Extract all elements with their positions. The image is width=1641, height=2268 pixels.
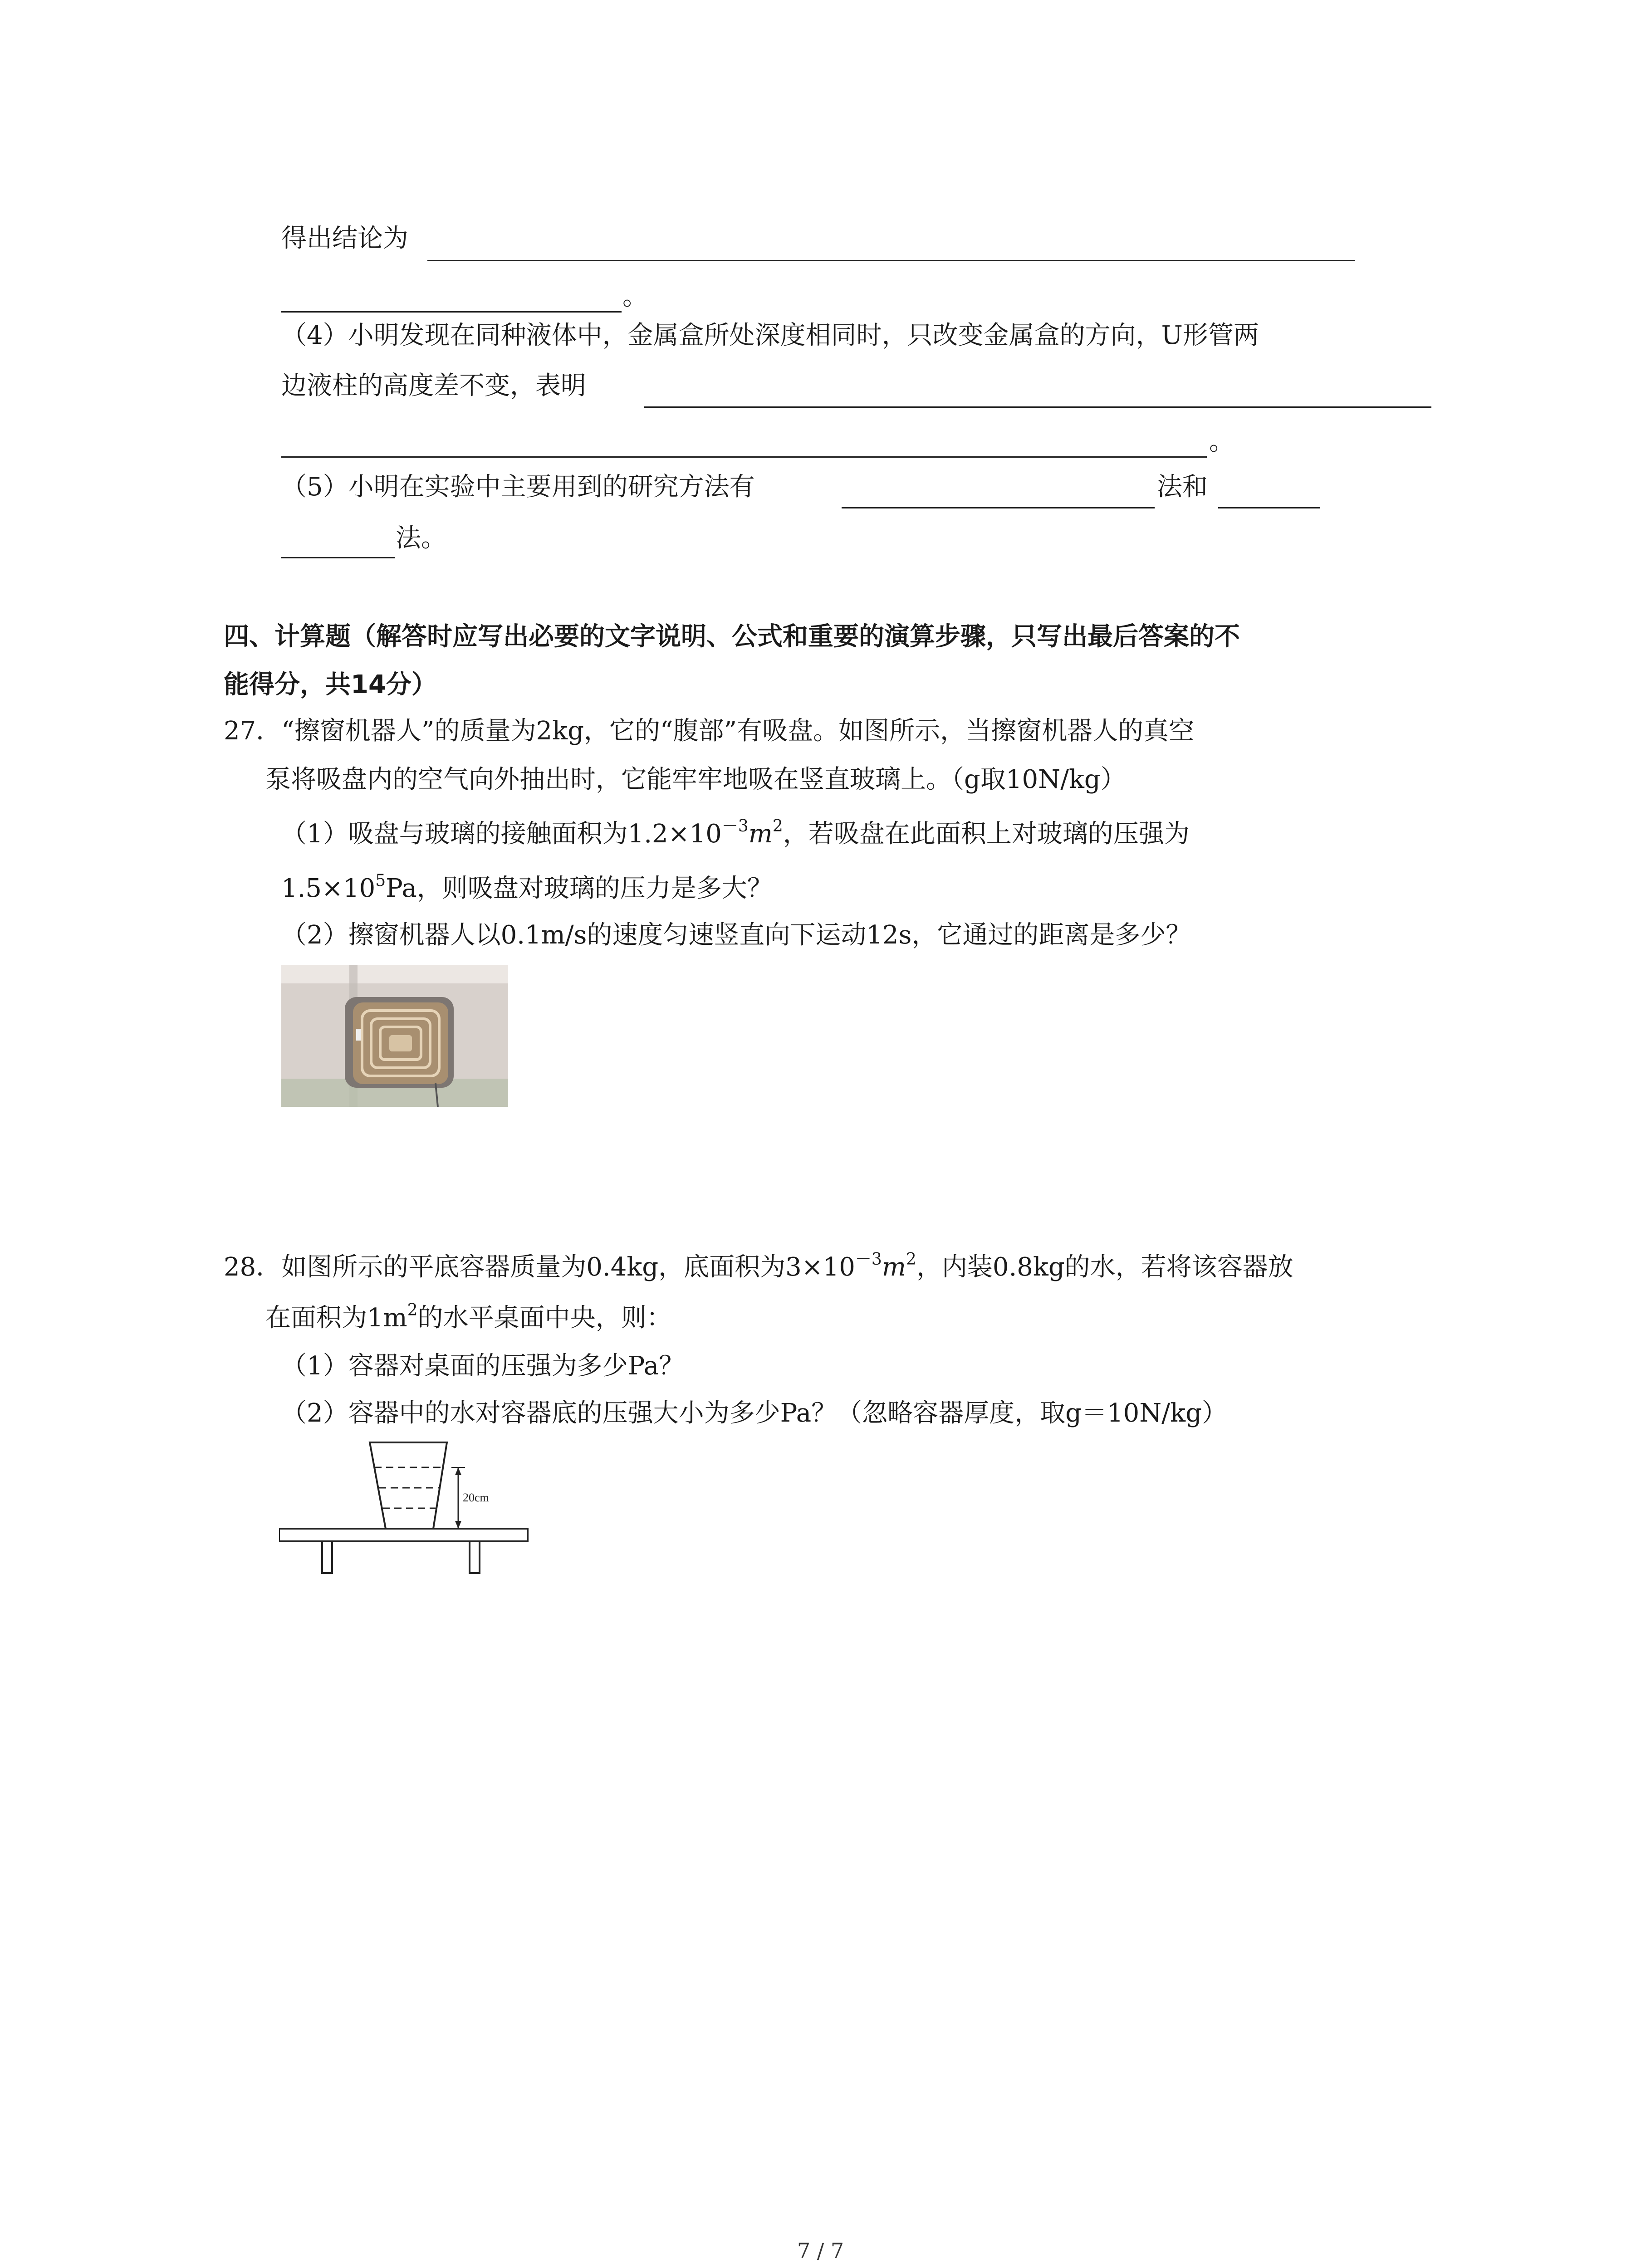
q28-line2-b: 的水平桌面中央，则： bbox=[417, 1303, 672, 1333]
p4-line1: （4）小明发现在同种液体中，金属盒所处深度相同时，只改变金属盒的方向，U形管两 bbox=[281, 321, 1259, 350]
p5-blank-1[interactable] bbox=[842, 507, 1155, 508]
q28-line1 bbox=[224, 1252, 1293, 1282]
q27-sub1-exp2: 2 bbox=[772, 817, 783, 836]
page-number: 7 / 7 bbox=[797, 2239, 844, 2263]
p5-end: 法。 bbox=[396, 523, 446, 553]
p5-blank-3[interactable] bbox=[281, 557, 395, 558]
p4-blank-1[interactable] bbox=[644, 406, 1431, 408]
section4-title-line1: 四、计算题（解答时应写出必要的文字说明、公式和重要的演算步骤，只写出最后答案的不 bbox=[224, 622, 1240, 651]
conclusion-prefix: 得出结论为 bbox=[281, 224, 408, 253]
q27-sub1-b: m bbox=[748, 819, 773, 849]
q27-sub1-a: （1）吸盘与玻璃的接触面积为1.2×10 bbox=[281, 819, 722, 849]
q27-sub2: （2）擦窗机器人以0.1m/s的速度匀速竖直向下运动12s，它通过的距离是多少？ bbox=[281, 920, 1191, 950]
window-robot-illustration bbox=[281, 965, 508, 1107]
table-leg-left bbox=[322, 1541, 332, 1573]
table-leg-right bbox=[470, 1541, 480, 1573]
arrow-head-bottom bbox=[455, 1521, 461, 1529]
q27-line2: 泵将吸盘内的空气向外抽出时，它能牢牢地吸在竖直玻璃上。（g取10N/kg） bbox=[265, 765, 1126, 794]
q27-sub1-line2-a: 1.5×10 bbox=[281, 874, 376, 903]
q28-line1-exp1: －3 bbox=[855, 1250, 882, 1269]
p5-mid: 法和 bbox=[1157, 472, 1208, 502]
q28-line2-a: 在面积为1m bbox=[265, 1303, 407, 1333]
conclusion-blank-1[interactable] bbox=[427, 260, 1355, 261]
q27-sub1-line1 bbox=[281, 819, 1190, 849]
q28-line2 bbox=[265, 1303, 672, 1333]
q28-line2-exp: 2 bbox=[407, 1301, 418, 1320]
p4-line2-prefix: 边液柱的高度差不变，表明 bbox=[281, 371, 586, 401]
arrow-head-top bbox=[455, 1467, 461, 1475]
conclusion-blank-2[interactable] bbox=[281, 311, 622, 313]
p4-end: 。 bbox=[1209, 427, 1234, 456]
q28-line1-exp2: 2 bbox=[906, 1250, 916, 1269]
q27-sub1-line2-exp: 5 bbox=[375, 871, 386, 890]
p5-prefix: （5）小明在实验中主要用到的研究方法有 bbox=[281, 472, 755, 502]
q27-sub1-c: ，若吸盘在此面积上对玻璃的压强为 bbox=[783, 819, 1190, 849]
section4-title-line2: 能得分，共14分） bbox=[224, 670, 437, 699]
q28-line1-c: ，内装0.8kg的水，若将该容器放 bbox=[916, 1252, 1293, 1282]
table-top bbox=[279, 1529, 528, 1541]
p5-blank-2[interactable] bbox=[1218, 507, 1320, 508]
conclusion-end: 。 bbox=[622, 282, 648, 311]
q28-sub1: （1）容器对桌面的压强为多少Pa？ bbox=[281, 1351, 685, 1381]
container-outline bbox=[370, 1442, 447, 1529]
q28-line1-b: m bbox=[882, 1252, 906, 1282]
height-label: 20cm bbox=[463, 1491, 489, 1504]
q27-sub1-exp1: －3 bbox=[721, 817, 749, 836]
q27-line1: 27．“擦窗机器人”的质量为2kg，它的“腹部”有吸盘。如图所示，当擦窗机器人的真空 bbox=[224, 716, 1195, 746]
q28-sub2: （2）容器中的水对容器底的压强大小为多少Pa？（忽略容器厚度，取g＝10N/kg） bbox=[281, 1398, 1227, 1428]
q27-sub1-line2-b: Pa，则吸盘对玻璃的压力是多大？ bbox=[386, 874, 773, 903]
p4-blank-2[interactable] bbox=[281, 456, 1207, 458]
q28-line1-a: 28．如图所示的平底容器质量为0.4kg，底面积为3×10 bbox=[224, 1252, 855, 1282]
q27-sub1-line2 bbox=[281, 873, 773, 904]
container-on-table-figure bbox=[279, 1433, 533, 1592]
window-robot-photo bbox=[281, 965, 508, 1107]
